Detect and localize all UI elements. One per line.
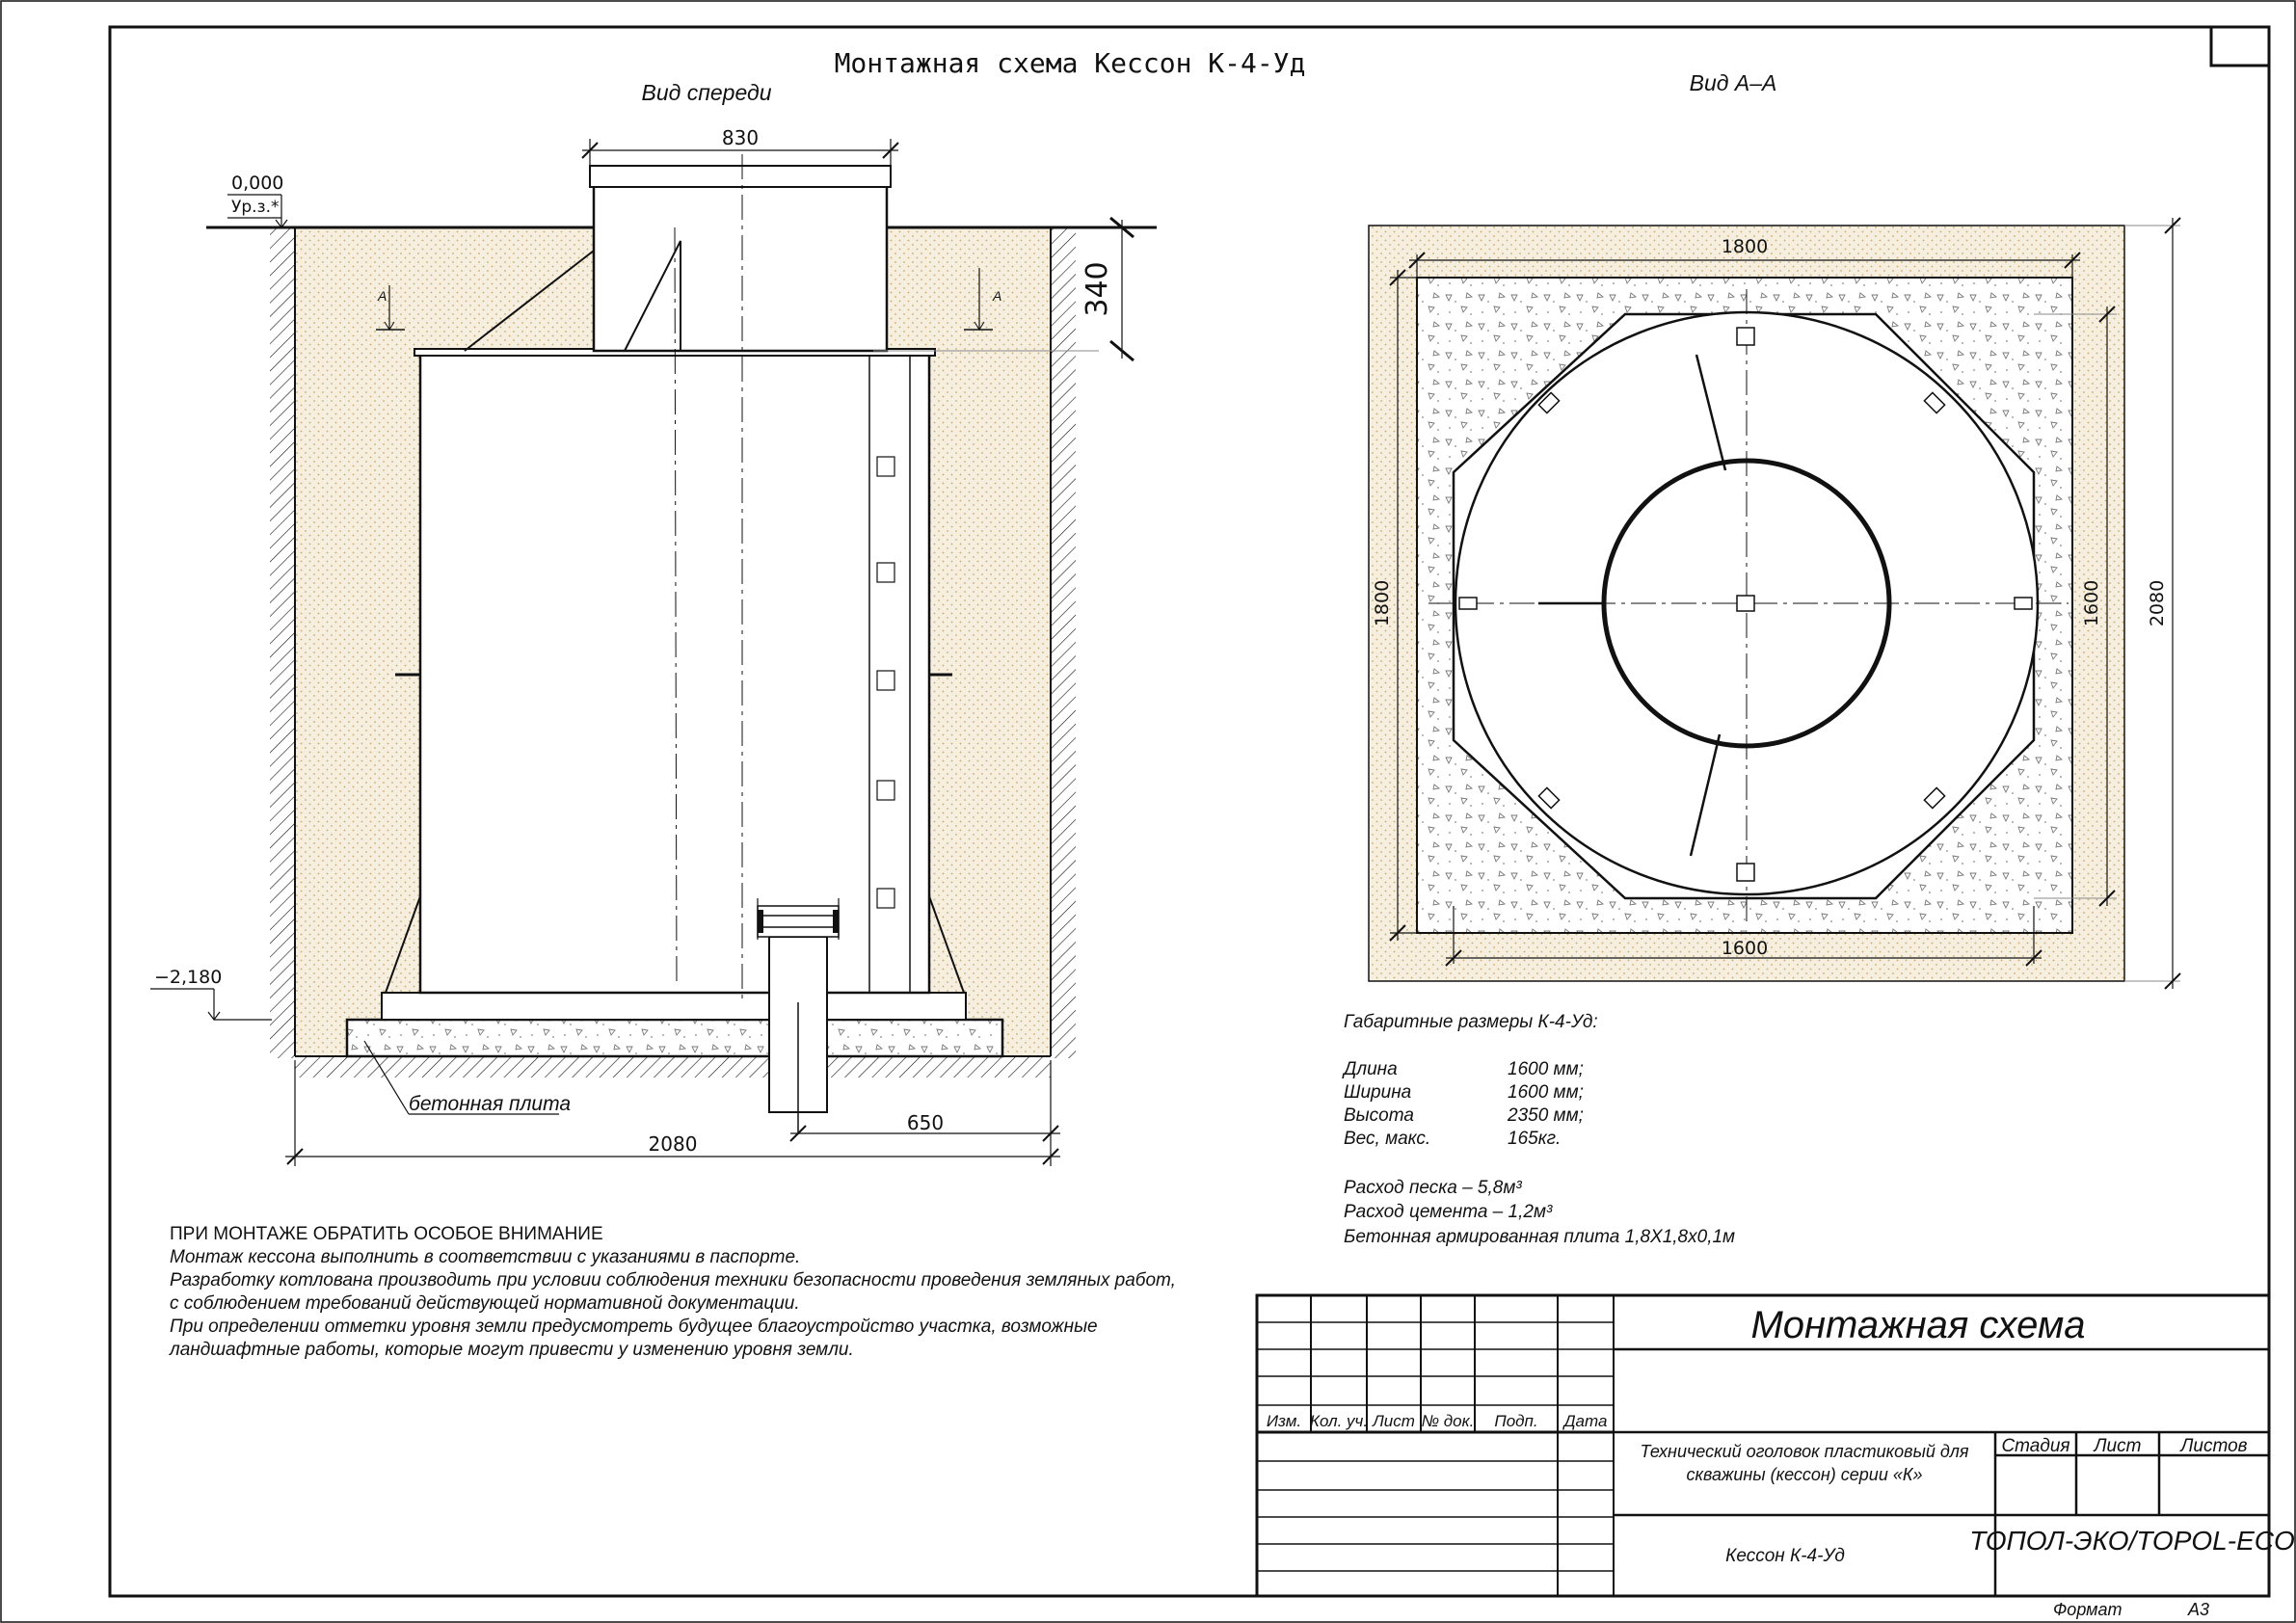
concrete-slab <box>347 1020 1002 1056</box>
notes-block <box>169 1224 1176 1360</box>
dim-830 <box>582 126 898 166</box>
doc-description-2: скважины (кессон) серии «К» <box>1686 1465 1923 1484</box>
level-zero-text: 0,000 <box>231 173 284 194</box>
stage-header: Стадия <box>2001 1436 2070 1456</box>
note-line-1: Разработку котлована производить при условии соблюдения техники безопасности проведения земляных работ, <box>170 1270 1176 1290</box>
note-line-2: с соблюдением требований действующей нормативной документации. <box>170 1293 800 1314</box>
dim-1600-bottom-text: 1600 <box>1721 938 1769 959</box>
dim-650-text: 650 <box>906 1111 945 1134</box>
doc-title: Монтажная схема <box>1750 1304 2086 1346</box>
soil-hatch-bottom <box>295 1056 1051 1078</box>
specs-heading: Габаритные размеры К-4-Уд: <box>1344 1012 1598 1032</box>
note-line-3: При определении отметки уровня земли предусмотреть будущее благоустройство участка, возможные <box>170 1317 1098 1337</box>
section-view-label: Вид А–А <box>1689 70 1777 95</box>
front-view-label: Вид спереди <box>641 80 772 105</box>
note-line-0: Монтаж кессона выполнить в соответствии с указаниями в паспорте. <box>170 1247 801 1267</box>
spec-sand: Расход песка – 5,8м³ <box>1344 1178 1522 1198</box>
slab-label: бетонная плита <box>409 1093 572 1115</box>
title-block <box>1257 1295 2295 1596</box>
level-bottom-mark <box>150 967 272 1020</box>
company-name: ТОПОЛ-ЭКО/TOPOL-ECO <box>1969 1526 2295 1556</box>
sheet-header: Лист <box>2094 1436 2142 1456</box>
col-doc: № док. <box>1421 1412 1475 1430</box>
level-bottom-text: −2,180 <box>154 967 223 988</box>
spec-slab: Бетонная армированная плита 1,8Х1,8х0,1м <box>1344 1227 1736 1247</box>
sheet-title: Монтажная схема Кессон К-4-Уд <box>834 47 1306 79</box>
spec-cement: Расход цемента – 1,2м³ <box>1344 1202 1553 1222</box>
dim-2080-text: 2080 <box>648 1132 698 1156</box>
col-data: Дата <box>1563 1412 1608 1430</box>
col-podp: Подп. <box>1494 1412 1538 1430</box>
col-izm: Изм. <box>1266 1412 1302 1430</box>
dim-830-text: 830 <box>721 126 760 149</box>
spec-name-2: Высота <box>1344 1105 1414 1126</box>
caisson-body <box>420 355 929 993</box>
spec-name-0: Длина <box>1344 1059 1398 1079</box>
level-zero-mark <box>227 173 287 227</box>
spec-name-3: Вес, макс. <box>1344 1129 1431 1149</box>
dim-1600-right-text: 1600 <box>2081 579 2102 627</box>
format-value: А3 <box>2188 1600 2210 1619</box>
dim-340 <box>1081 218 1134 360</box>
sheets-header: Листов <box>2180 1436 2248 1456</box>
col-list: Лист <box>1373 1412 1415 1430</box>
col-kol: Кол. уч. <box>1309 1412 1369 1430</box>
dim-1800-top-text: 1800 <box>1721 236 1769 257</box>
specs-block <box>1342 1012 1735 1247</box>
dim-1800-left-text: 1800 <box>1372 579 1393 627</box>
spec-value-0: 1600 мм; <box>1508 1059 1584 1079</box>
soil-hatch-left <box>270 227 295 1058</box>
caisson-lid <box>590 166 891 187</box>
soil-hatch-right <box>1051 227 1076 1058</box>
dim-2080-right <box>2124 218 2180 989</box>
section-view <box>1369 70 2180 989</box>
spec-value-1: 1600 мм; <box>1508 1082 1584 1103</box>
doc-description-1: Технический оголовок пластиковый для <box>1640 1442 1969 1461</box>
spec-value-2: 2350 мм; <box>1508 1105 1584 1126</box>
inlet-pipe <box>758 898 839 1133</box>
svg-text:A: A <box>993 288 1002 304</box>
note-line-4: ландшафтные работы, которые могут привести у изменению уровня земли. <box>170 1340 854 1360</box>
spec-name-1: Ширина <box>1344 1082 1412 1103</box>
product-name: Кессон К-4-Уд <box>1725 1546 1845 1566</box>
dim-340-text: 340 <box>1081 261 1114 317</box>
svg-text:A: A <box>378 288 387 304</box>
dim-650 <box>790 1111 1060 1141</box>
spec-value-3: 165кг. <box>1508 1129 1562 1149</box>
notes-heading: ПРИ МОНТАЖЕ ОБРАТИТЬ ОСОБОЕ ВНИМАНИЕ <box>170 1224 603 1244</box>
format-label: Формат <box>2053 1600 2122 1619</box>
front-view <box>150 80 1157 1166</box>
dim-2080-right-text: 2080 <box>2147 579 2168 627</box>
level-zero-sub: Ур.з.* <box>231 198 280 217</box>
